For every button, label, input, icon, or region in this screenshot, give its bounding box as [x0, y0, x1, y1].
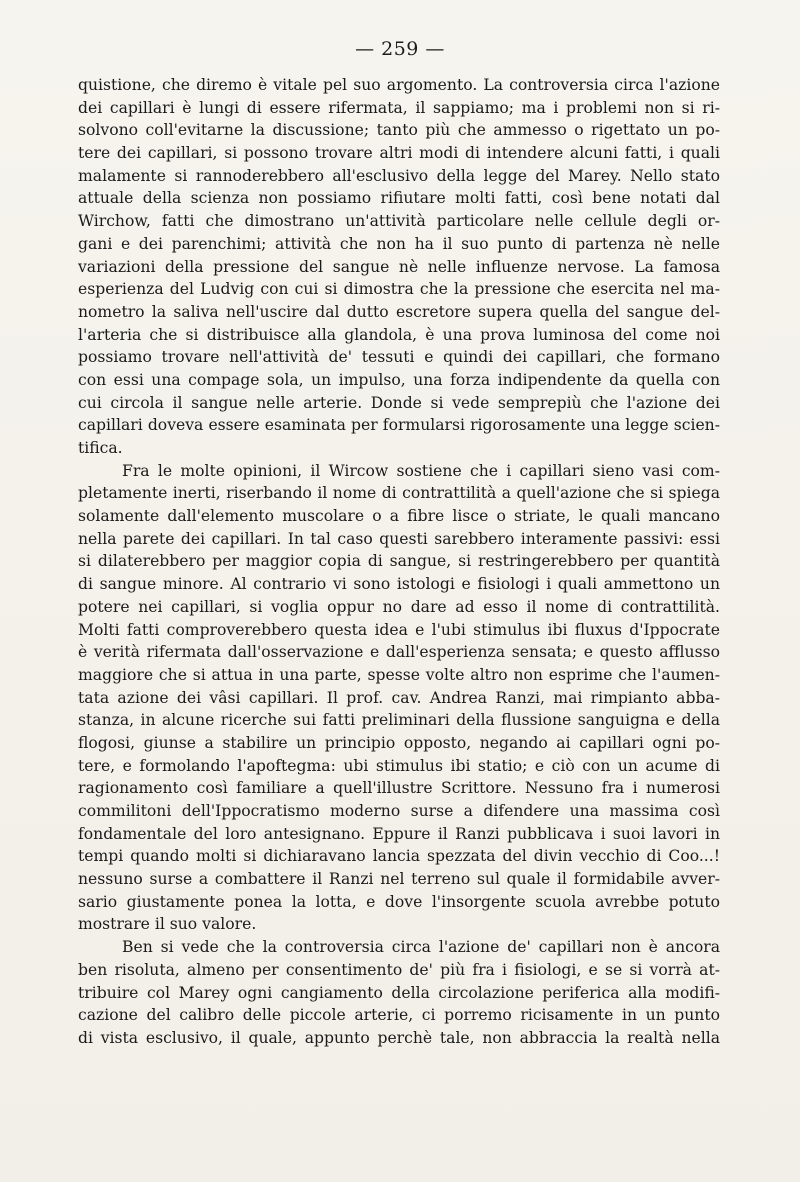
- text-line: quistione, che diremo è vitale pel suo argomento. La controversia circa l'azione: [78, 76, 720, 94]
- paragraph: [78, 936, 720, 1049]
- text-line: commilitoni dell'Ippocratismo moderno surse a difendere una massima così: [78, 802, 720, 820]
- text-line: è verità rifermata dall'osservazione e dall'esperienza sensata; e questo afflusso: [78, 643, 720, 662]
- text-line: malamente si rannoderebbero all'esclusivo della legge del Marey. Nello stato: [78, 166, 720, 185]
- text-line: maggiore che si attua in una parte, spesse volte altro non esprime che l'aumen-: [78, 665, 720, 684]
- text-line: Ben si vede che la controversia circa l'azione de' capillari non è ancora: [122, 938, 720, 957]
- text-line: tata azione dei vâsi capillari. Il prof. cav. Andrea Ranzi, mai rimpianto abba-: [78, 688, 720, 707]
- text-line: potere nei capillari, si voglia oppur no dare ad esso il nome di contrattilità.: [78, 597, 720, 616]
- text-line: tere, e formolando l'apoftegma: ubi stimulus ibi statio; e ciò con un acume di: [78, 756, 720, 775]
- text-line: solvono coll'evitarne la discussione; tanto più che ammesso o rigettato un po-: [78, 121, 720, 140]
- text-line: variazioni della pressione del sangue nè nelle influenze nervose. La famosa: [78, 257, 720, 276]
- text-line: di vista esclusivo, il quale, appunto perchè tale, non abbraccia la realtà nella: [78, 1028, 720, 1047]
- text-line: ben risoluta, almeno per consentimento de' più fra i fisiologi, e se si vorrà at-: [78, 960, 720, 979]
- text-line: nella parete dei capillari. In tal caso questi sarebbero interamente passivi: essi: [78, 529, 720, 548]
- text-line: possiamo trovare nell'attività de' tessuti e quindi dei capillari, che formano: [78, 348, 720, 367]
- text-line: nessuno surse a combattere il Ranzi nel terreno sul quale il formidabile avver-: [78, 870, 720, 889]
- text-line: ragionamento così familiare a quell'illustre Scrittore. Nessuno fra i numerosi: [78, 779, 720, 798]
- text-line: flogosi, giunse a stabilire un principio opposto, negando ai capillari ogni po-: [78, 733, 720, 752]
- text-line: dei capillari è lungi di essere rifermata, il sappiamo; ma i problemi non si ri-: [78, 98, 720, 117]
- text-line: capillari doveva essere esaminata per formularsi rigorosamente una legge scien-: [78, 416, 720, 435]
- page-number: — 259 —: [355, 38, 445, 60]
- text-line: Molti fatti comproverebbero questa idea e l'ubi stimulus ibi fluxus d'Ippocrate: [78, 620, 720, 639]
- text-line: fondamentale del loro antesignano. Eppure il Ranzi pubblicava i suoi lavori in: [78, 824, 720, 843]
- text-line: mostrare il suo valore.: [78, 915, 257, 934]
- text-line: si dilaterebbero per maggior copia di sangue, si restringerebbero per quantità: [78, 552, 720, 571]
- text-line: stanza, in alcune ricerche sui fatti preliminari della flussione sanguigna e della: [78, 711, 720, 730]
- text-line: tribuire col Marey ogni cangiamento della circolazione periferica alla modifi-: [78, 983, 720, 1002]
- paragraph: [78, 460, 720, 936]
- text-line: solamente dall'elemento muscolare o a fibre lisce o striate, le quali mancano: [78, 507, 720, 526]
- text-line: di sangue minore. Al contrario vi sono istologi e fisiologi i quali ammettono un: [78, 575, 720, 594]
- text-line: attuale della scienza non possiamo rifiutare molti fatti, così bene notati dal: [78, 189, 720, 208]
- text-line: Wirchow, fatti che dimostrano un'attività particolare nelle cellule degli or-: [78, 212, 720, 231]
- text-line: con essi una compage sola, un impulso, una forza indipendente da quella con: [78, 370, 720, 389]
- text-line: tere dei capillari, si possono trovare altri modi di intendere alcuni fatti, i quali: [78, 144, 720, 163]
- text-line: sario giustamente ponea la lotta, e dove l'insorgente scuola avrebbe potuto: [78, 892, 720, 911]
- text-line: gani e dei parenchimi; attività che non ha il suo punto di partenza nè nelle: [78, 234, 720, 253]
- text-line: tempi quando molti si dichiaravano lancia spezzata del divin vecchio di Coo...!: [78, 847, 720, 866]
- text-line: cazione del calibro delle piccole arterie, ci porremo ricisamente in un punto: [78, 1006, 720, 1025]
- text-line: cui circola il sangue nelle arterie. Donde si vede semprepiù che l'azione dei: [78, 393, 720, 412]
- text-line: Fra le molte opinioni, il Wircow sostiene che i capillari sieno vasi com-: [122, 461, 720, 480]
- text-line: pletamente inerti, riserbando il nome di contrattilità a quell'azione che si spiega: [78, 484, 720, 503]
- text-line: l'arteria che si distribuisce alla glandola, è una prova luminosa del come noi: [78, 325, 720, 344]
- paragraph: [78, 74, 720, 460]
- text-line: esperienza del Ludvig con cui si dimostra che la pressione che esercita nel ma-: [78, 280, 720, 299]
- body-text: [78, 74, 720, 1050]
- text-line: nometro la saliva nell'uscire dal dutto escretore supera quella del sangue del-: [78, 302, 720, 321]
- text-line: tifica.: [78, 439, 123, 457]
